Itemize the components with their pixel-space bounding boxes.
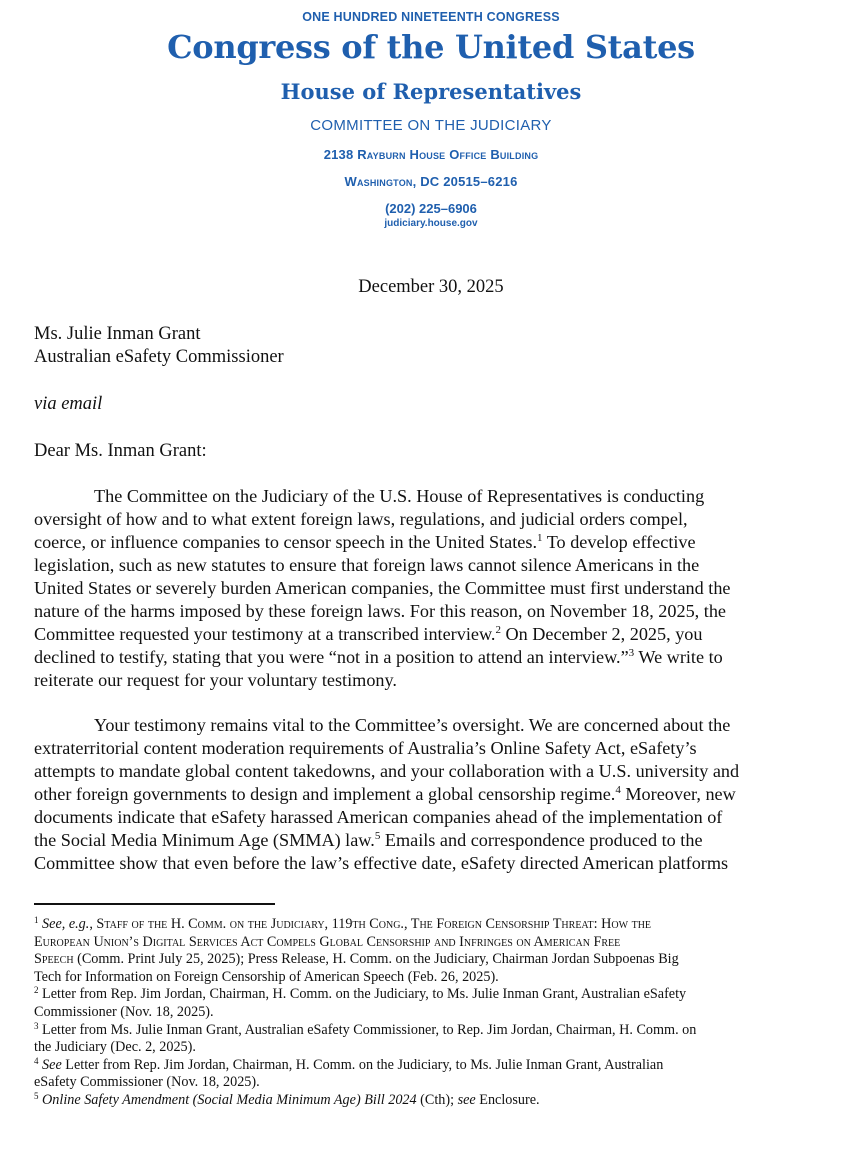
text-line: Committee show that even before the law’s effective date, eSafety directed American platforms xyxy=(34,853,729,873)
text-line: extraterritorial content moderation requirements of Australia’s Online Safety Act, eSafety’s xyxy=(34,738,697,758)
footnote-3 xyxy=(34,1022,824,1040)
salutation: Dear Ms. Inman Grant: xyxy=(34,441,207,461)
footnote-ref-3[interactable]: 3 xyxy=(628,647,635,659)
text-line: attempts to mandate global content takedowns, and your collaboration with a U.S. university and xyxy=(34,761,740,781)
bill-title: Online Safety Amendment (Social Media Minimum Age) Bill 2024 xyxy=(42,1091,417,1108)
footnote-ref-2[interactable]: 2 xyxy=(495,624,501,636)
text-segment: Letter from Rep. Jim Jordan, Chairman, H. Comm. on the Judiciary, to Ms. Julie Inman Grant, Australian xyxy=(61,1056,664,1073)
text-segment: (Comm. Print July 25, 2025); Press Release, H. Comm. on the Judiciary, Chairman Jordan Subpoenas Big xyxy=(73,951,679,968)
text-line xyxy=(34,783,814,806)
text-line: Your testimony remains vital to the Committee’s oversight. We are concerned about the xyxy=(94,715,731,735)
text-line: nature of the harms imposed by these foreign laws. For this reason, on November 18, 2025, the xyxy=(34,601,726,621)
committee-name: COMMITTEE ON THE JUDICIARY xyxy=(310,117,552,134)
signal-word: see xyxy=(457,1091,476,1108)
office-phone: (202) 225–6906 xyxy=(385,201,477,216)
text-segment: We write to xyxy=(634,647,723,667)
text-line: The Committee on the Judiciary of the U.S. House of Representatives is conducting xyxy=(94,486,705,506)
congress-session-line: ONE HUNDRED NINETEENTH CONGRESS xyxy=(302,10,560,24)
footnote-ref-5[interactable]: 5 xyxy=(374,830,381,842)
text-segment: coerce, or influence companies to censor speech in the United States. xyxy=(34,532,537,552)
text-line xyxy=(34,531,814,554)
text-line xyxy=(34,623,814,646)
footnote-number: 4 xyxy=(34,1055,39,1066)
text-segment: To develop effective xyxy=(542,532,696,552)
footnote-3-line: the Judiciary (Dec. 2, 2025). xyxy=(34,1039,196,1056)
text-segment: declined to testify, stating that you were “not in a position to attend an interview.” xyxy=(34,647,629,667)
footnote-2-line: Commissioner (Nov. 18, 2025). xyxy=(34,1003,214,1020)
text-segment: Letter from Ms. Julie Inman Grant, Australian eSafety Commissioner, to Rep. Jim Jordan, Chairman, H. Comm. on xyxy=(38,1021,697,1038)
footnote-number: 1 xyxy=(34,915,39,925)
text-line: documents indicate that eSafety harassed American companies ahead of the implementation of xyxy=(34,807,723,827)
website-link[interactable]: judiciary.house.gov xyxy=(384,218,478,229)
text-segment: Moreover, new xyxy=(620,784,736,804)
text-line: United States or severely burden American companies, the Committee must first understand the xyxy=(34,578,731,598)
footnote-number: 3 xyxy=(34,1020,39,1031)
text-line xyxy=(34,829,814,852)
delivery-method: via email xyxy=(34,394,103,414)
footnotes xyxy=(34,916,824,1110)
footnote-1 xyxy=(34,916,824,934)
recipient-name: Ms. Julie Inman Grant xyxy=(34,324,201,344)
house-title: House of Representatives xyxy=(280,79,582,104)
footnote-2 xyxy=(34,986,824,1004)
footnote-divider xyxy=(34,903,275,905)
text-line: oversight of how and to what extent foreign laws, regulations, and judicial orders compel, xyxy=(34,509,688,529)
signal-word: See xyxy=(42,1056,62,1073)
text-line xyxy=(34,646,814,669)
text-segment: On December 2, 2025, you xyxy=(500,624,703,644)
text-line: reiterate our request for your voluntary testimony. xyxy=(34,670,397,690)
text-segment: , Staff of the H. Comm. on the Judiciary, 119th Cong., The Foreign Censorship Threat: How the xyxy=(89,916,652,932)
body-paragraph-2 xyxy=(34,714,814,875)
signal-word: See, e.g. xyxy=(42,916,90,932)
recipient-title: Australian eSafety Commissioner xyxy=(34,347,284,367)
body-paragraph-1 xyxy=(34,485,814,692)
footnote-number: 2 xyxy=(34,985,39,996)
text-segment: Speech xyxy=(34,951,74,968)
text-line: legislation, such as new statutes to ensure that foreign laws cannot silence Americans in the xyxy=(34,555,700,575)
footnote-number: 5 xyxy=(34,1090,39,1101)
footnote-4 xyxy=(34,1057,824,1075)
congress-title: Congress of the United States xyxy=(167,28,695,66)
footnote-ref-4[interactable]: 4 xyxy=(615,784,621,796)
office-city: Washington, DC 20515–6216 xyxy=(344,174,518,189)
text-segment: Emails and correspondence produced to the xyxy=(380,830,703,850)
footnote-1-line xyxy=(34,951,824,969)
footnote-ref-1[interactable]: 1 xyxy=(537,532,543,544)
text-segment: other foreign governments to design and implement a global censorship regime. xyxy=(34,784,616,804)
text-segment: Letter from Rep. Jim Jordan, Chairman, H. Comm. on the Judiciary, to Ms. Julie Inman Grant, Australian eSafety xyxy=(38,986,687,1003)
letter-date: December 30, 2025 xyxy=(358,277,504,297)
text-segment: the Social Media Minimum Age (SMMA) law. xyxy=(34,830,375,850)
footnote-1-line: Tech for Information on Foreign Censorship of American Speech (Feb. 26, 2025). xyxy=(34,968,499,985)
text-segment: Committee requested your testimony at a transcribed interview. xyxy=(34,624,496,644)
footnote-4-line: eSafety Commissioner (Nov. 18, 2025). xyxy=(34,1074,260,1091)
text-segment: Enclosure. xyxy=(475,1091,540,1108)
text-segment: (Cth); xyxy=(416,1091,458,1108)
footnote-1-line: European Union’s Digital Services Act Compels Global Censorship and Infringes on American Free xyxy=(34,933,621,950)
office-address: 2138 Rayburn House Office Building xyxy=(323,147,539,162)
footnote-5 xyxy=(34,1092,824,1110)
